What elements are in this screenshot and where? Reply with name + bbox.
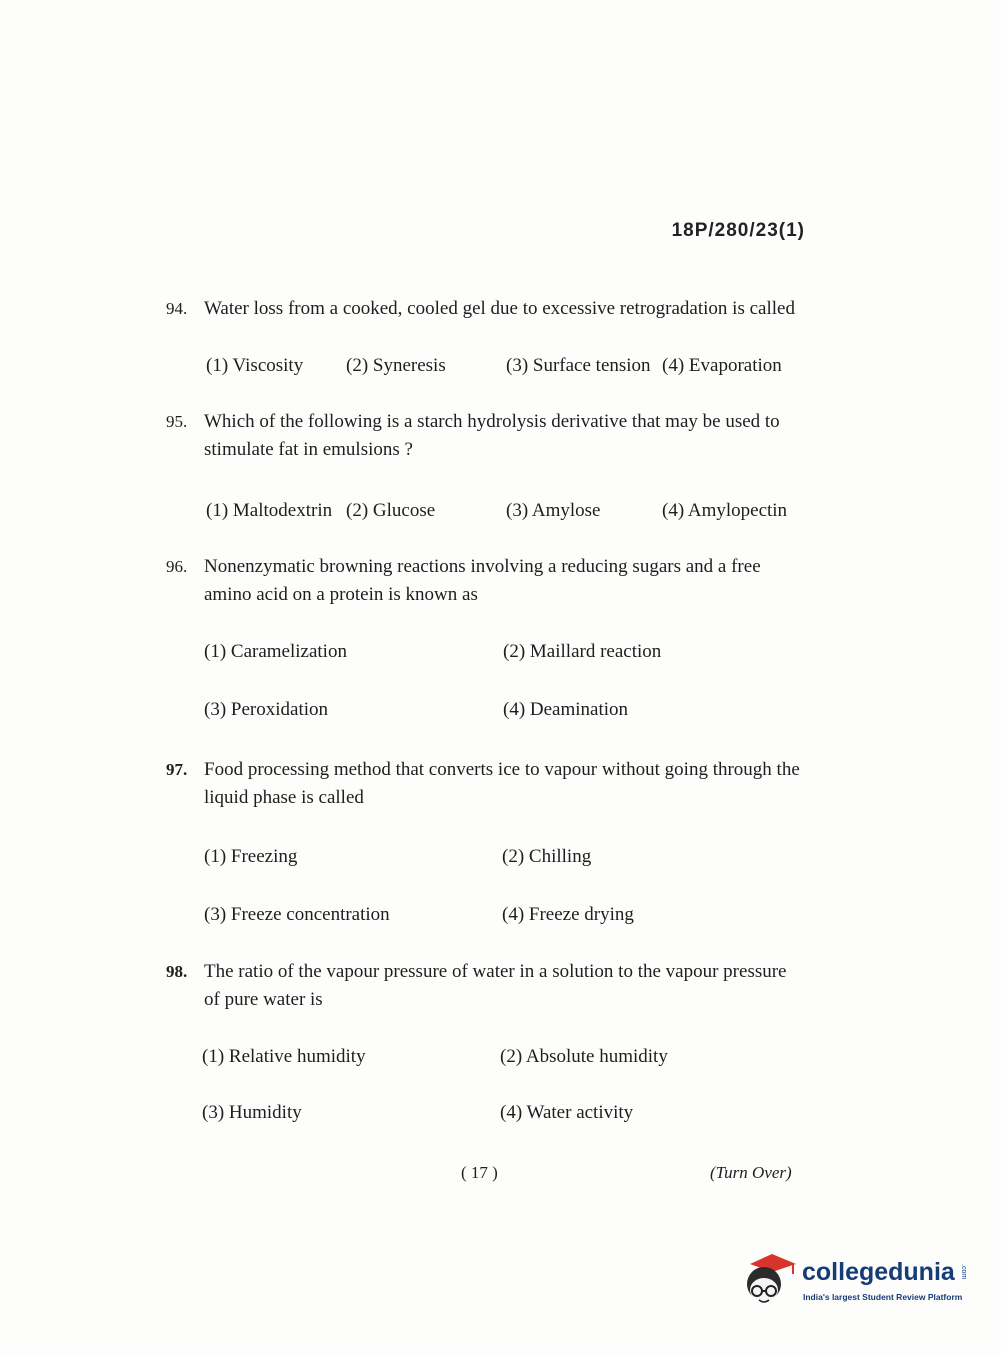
question-94 (166, 295, 806, 379)
option-1: (1) Viscosity (206, 355, 304, 376)
option-2: (2) Syneresis (346, 355, 446, 376)
option-2: (2) Chilling (502, 846, 592, 867)
question-text: Water loss from a cooked, cooled gel due to excessive retrogradation is called (204, 298, 795, 319)
option-3: (3) Humidity (202, 1102, 302, 1123)
question-text: Nonenzymatic browning reactions involving a reducing sugars and a free amino acid on a protein is known as (204, 556, 761, 605)
option-3: (3) Peroxidation (204, 699, 329, 720)
option-4: (4) Evaporation (662, 355, 782, 376)
option-1: (1) Relative humidity (202, 1046, 366, 1067)
brand-name: collegedunia (802, 1258, 955, 1286)
question-number: 96. (166, 557, 188, 576)
option-4: (4) Water activity (500, 1102, 634, 1123)
question-number: 94. (166, 299, 188, 318)
option-1: (1) Maltodextrin (206, 500, 333, 521)
option-4: (4) Amylopectin (662, 500, 788, 521)
option-2: (2) Absolute humidity (500, 1046, 668, 1067)
option-4: (4) Freeze drying (502, 904, 634, 925)
option-1: (1) Caramelization (204, 641, 347, 662)
option-2: (2) Maillard reaction (503, 641, 662, 662)
question-number: 97. (166, 760, 188, 779)
turn-over-note: (Turn Over) (710, 1163, 792, 1182)
question-text: Which of the following is a starch hydrolysis derivative that may be used to stimulate fat in emulsions ? (204, 411, 780, 460)
question-98 (166, 958, 806, 1126)
question-number: 95. (166, 412, 188, 431)
question-text: Food processing method that converts ice to vapour without going through the liquid phase is called (204, 759, 800, 808)
paper-code: 18P/280/23(1) (671, 220, 805, 241)
option-3: (3) Amylose (506, 500, 601, 521)
page-number: ( 17 ) (461, 1163, 498, 1182)
question-96 (166, 553, 806, 723)
option-4: (4) Deamination (503, 699, 629, 720)
question-number: 98. (166, 962, 188, 981)
question-97 (166, 756, 806, 928)
option-3: (3) Surface tension (506, 355, 651, 376)
brand-tagline: India's largest Student Review Platform (803, 1292, 963, 1302)
brand-domain: .com (960, 1264, 967, 1280)
option-3: (3) Freeze concentration (204, 904, 390, 925)
option-1: (1) Freezing (204, 846, 298, 867)
question-95 (166, 408, 806, 524)
collegedunia-logo (742, 1250, 972, 1312)
mascot-icon (742, 1250, 798, 1312)
question-text: The ratio of the vapour pressure of water in a solution to the vapour pressure of pure water is (204, 961, 787, 1010)
option-2: (2) Glucose (346, 500, 436, 521)
